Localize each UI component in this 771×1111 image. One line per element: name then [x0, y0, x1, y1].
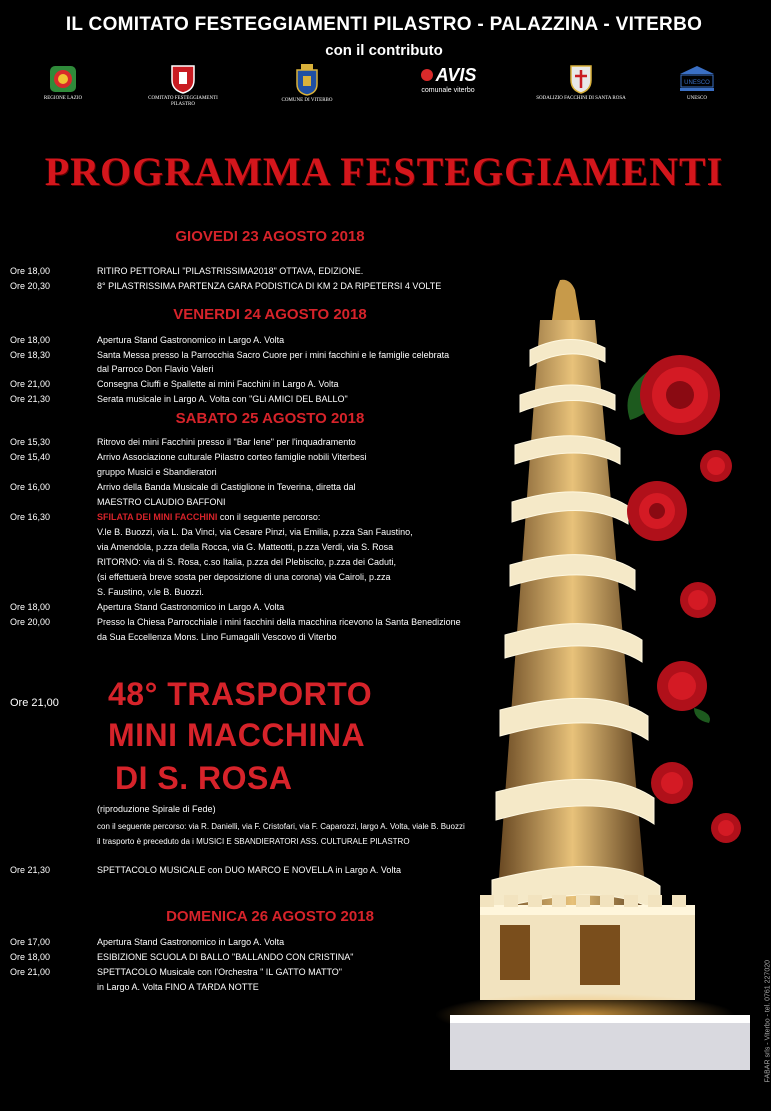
avis-wordmark: AVIS [402, 64, 494, 86]
main-event-subtitle: (riproduzione Spirale di Fede) [97, 804, 216, 814]
day-heading-friday: VENERDI 24 AGOSTO 2018 [173, 306, 367, 323]
main-event-title-line2: MINI MACCHINA [108, 717, 366, 753]
rose-icon [620, 350, 730, 460]
rose-icon [698, 448, 734, 484]
avis-drop-icon [420, 68, 434, 82]
logo-caption: SODALIZIO FACCHINI DI SANTA ROSA [536, 96, 626, 101]
printer-credit: FABAR srls - Viterbo - tel. 0761 227020 [764, 960, 771, 1083]
comitato-pilastro-logo [138, 64, 228, 108]
unesco-temple-icon [678, 64, 716, 94]
logo-caption: comunale viterbo [421, 87, 475, 94]
rose-icon [648, 760, 696, 806]
regione-lazio-emblem-icon [48, 64, 78, 94]
avis-logo [402, 64, 494, 94]
logo-caption: REGIONE LAZIO [43, 96, 83, 101]
unesco-logo [652, 64, 742, 102]
main-event-route: con il seguente percorso: via R. Danielli, via F. Cristofari, via F. Caparozzi, largo A. Volta, viale B. Buozzi [97, 822, 465, 831]
organizer-heading: IL COMITATO FESTEGGIAMENTI PILASTRO - PALAZZINA - VITERBO [65, 14, 703, 35]
comune-viterbo-logo [262, 64, 352, 104]
shield-icon [170, 64, 196, 94]
logo-caption: COMITATO FESTEGGIAMENTI PILASTRO [148, 96, 218, 107]
main-event-note: il trasporto è preceduto da i MUSICI E SBANDIERATORI ASS. CULTURALE PILASTRO [97, 837, 410, 846]
main-event-time: Ore 21,00 [10, 697, 59, 709]
day-heading-sunday: DOMENICA 26 AGOSTO 2018 [166, 908, 374, 925]
sodalizio-shield-icon [569, 64, 593, 94]
main-event-title-line3: DI S. ROSA [115, 760, 293, 796]
sodalizio-logo [536, 64, 626, 102]
rose-icon [708, 810, 744, 846]
crest-icon [295, 64, 319, 96]
rose-icon [676, 580, 720, 620]
day-heading-thursday: GIOVEDI 23 AGOSTO 2018 [175, 228, 365, 245]
svg-text:UNESCO: UNESCO [684, 80, 710, 86]
logo-caption: UNESCO [686, 96, 707, 101]
day-heading-saturday: SABATO 25 AGOSTO 2018 [175, 410, 365, 427]
rose-icon [654, 658, 714, 724]
parade-highlight: SFILATA DEI MINI FACCHINI [97, 512, 218, 522]
rose-icon [622, 478, 692, 544]
regione-lazio-logo [18, 64, 108, 102]
page-title: PROGRAMMA FESTEGGIAMENTI [44, 149, 724, 194]
logo-caption: COMUNE DI VITERBO [281, 98, 333, 103]
main-event-title-line1: 48° TRASPORTO [108, 676, 373, 712]
contribution-heading: con il contributo [325, 42, 443, 59]
